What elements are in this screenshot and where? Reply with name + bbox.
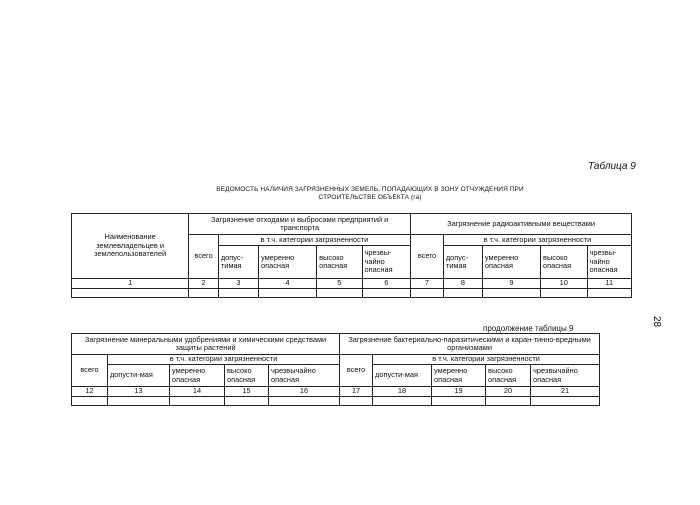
column-number: 1 xyxy=(72,279,189,289)
column-number: 9 xyxy=(482,279,540,289)
t1-total-header-2: всего xyxy=(411,235,444,279)
t1-categories-header: в т.ч. категории загрязненности xyxy=(218,235,410,246)
column-number: 10 xyxy=(541,279,587,289)
t2-column-numbers xyxy=(72,387,600,397)
column-number: 6 xyxy=(362,279,411,289)
t1-permissible-header: допус-тимая xyxy=(218,246,258,279)
waste-pollution-header: Загрязнение отходами и выбросами предприятий и транспорта xyxy=(189,214,411,235)
t2-permissible-header-2: допусти-мая xyxy=(373,365,432,387)
bacterial-pollution-header: Загрязнение бактериально-паразитическими и каран-тинно-вредными организмами xyxy=(340,334,600,355)
t2-extreme-header: чрезвычайно опасная xyxy=(269,365,340,387)
t1-high-header-2: высоко опасная xyxy=(541,246,587,279)
column-number: 21 xyxy=(531,387,600,397)
t2-categories-header: в т.ч. категории загрязненности xyxy=(108,355,340,365)
column-number: 16 xyxy=(269,387,340,397)
t2-total-header-2: всего xyxy=(340,355,373,387)
column-number: 3 xyxy=(218,279,258,289)
column-number: 2 xyxy=(189,279,219,289)
t2-permissible-header: допусти-мая xyxy=(108,365,170,387)
t1-empty-row xyxy=(72,289,632,298)
title-line-1: ВЕДОМОСТЬ НАЛИЧИЯ ЗАГРЯЗНЕННЫХ ЗЕМЕЛЬ, ПОПАДАЮЩИХ В ЗОНУ ОТЧУЖДЕНИЯ ПРИ xyxy=(216,186,524,193)
t2-categories-header-2: в т.ч. категории загрязненности xyxy=(373,355,600,365)
column-number: 7 xyxy=(411,279,444,289)
table-2 xyxy=(71,333,600,406)
t1-extreme-header: чрезвы-чайно опасная xyxy=(362,246,411,279)
column-number: 11 xyxy=(587,279,632,289)
t1-total-header: всего xyxy=(189,235,219,279)
landholders-header: Наименование землевладельцев и землепользователей xyxy=(72,214,189,279)
t1-extreme-header-2: чрезвы-чайно опасная xyxy=(587,246,632,279)
table-1 xyxy=(71,213,632,298)
page-number: 28 xyxy=(651,315,663,328)
table-caption: Таблица 9 xyxy=(588,161,636,172)
column-number: 12 xyxy=(72,387,108,397)
column-number: 4 xyxy=(258,279,316,289)
t1-high-header: высоко опасная xyxy=(317,246,362,279)
column-number: 17 xyxy=(340,387,373,397)
t1-permissible-header-2: допус-тимая xyxy=(443,246,482,279)
column-number: 13 xyxy=(108,387,170,397)
t1-column-numbers xyxy=(72,279,632,289)
radioactive-pollution-header: Загрязнение радиоактивными веществами xyxy=(411,214,632,235)
column-number: 8 xyxy=(443,279,482,289)
column-number: 19 xyxy=(432,387,486,397)
t2-extreme-header-2: чрезвычайно опасная xyxy=(531,365,600,387)
t2-high-header: высоко опасная xyxy=(225,365,269,387)
t1-moderate-header-2: умеренно опасная xyxy=(482,246,540,279)
column-number: 5 xyxy=(317,279,362,289)
t1-categories-header-2: в т.ч. категории загрязненности xyxy=(443,235,631,246)
t2-moderate-header: умеренно опасная xyxy=(170,365,225,387)
column-number: 20 xyxy=(486,387,531,397)
document-title xyxy=(160,186,580,202)
column-number: 15 xyxy=(225,387,269,397)
t2-total-header: всего xyxy=(72,355,108,387)
t2-high-header-2: высоко опасная xyxy=(486,365,531,387)
title-line-2: СТРОИТЕЛЬСТВЕ ОБЪЕКТА (га) xyxy=(318,194,422,201)
t2-moderate-header-2: умеренно опасная xyxy=(432,365,486,387)
column-number: 14 xyxy=(170,387,225,397)
continued-label: продолжение таблицы 9 xyxy=(483,324,574,333)
t1-moderate-header: умеренно опасная xyxy=(258,246,316,279)
mineral-pollution-header: Загрязнение минеральными удобрениями и химическими средствами защиты растений xyxy=(72,334,340,355)
column-number: 18 xyxy=(373,387,432,397)
t2-empty-row xyxy=(72,397,600,406)
